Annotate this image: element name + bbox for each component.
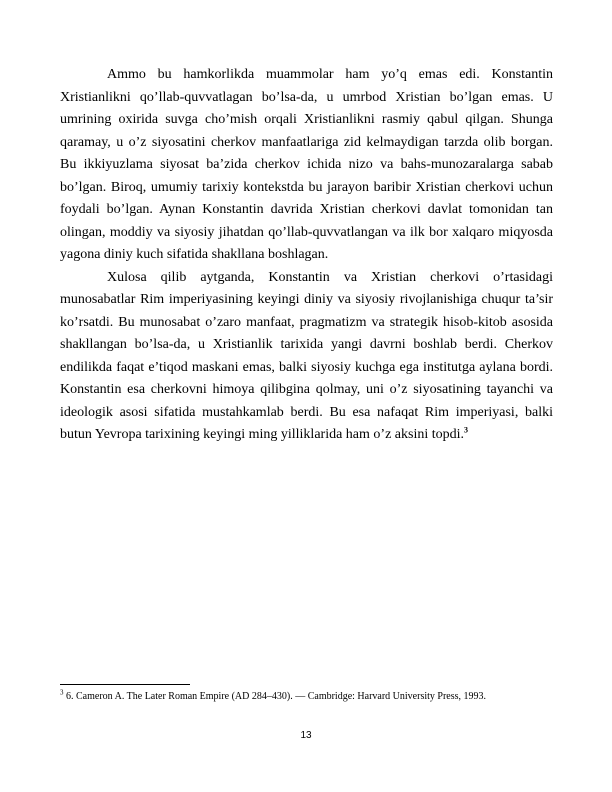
body-text xyxy=(60,64,553,447)
paragraph-text: Ammo bu hamkorlikda muammolar ham yo’q emas edi. Konstantin Xristianlikni qo’llab-quvvatlagan bo’lsa-da, u umrbod Xristian bo’lgan emas. U umrining oxirida suvga cho’mish orqali Xristianlikni rasmiy qabul qilgan. Shunga qaramay, u o’z siyosatini cherkov manfaatlariga zid kelmaydigan tarzda olib borgan. Bu ikkiyuzlama siyosat ba’zida cherkov ichida nizo va bahs-munozaralarga sabab bo’lgan. Biroq, umumiy tarixiy kontekstda bu jarayon baribir Xristian cherkovi uchun foydali bo’lgan. Aynan Konstantin davrida Xristian cherkovi davlat tomonidan tan olingan, moddiy va siyosiy jihatdan qo’llab-quvvatlangan va ilk bor xalqaro miqyosda yagona diniy kuch sifatida shakllana boshlagan. xyxy=(60,67,553,262)
footnote-number: 3 xyxy=(60,688,64,697)
footnote xyxy=(60,688,553,705)
paragraph xyxy=(60,64,553,267)
footnote-separator xyxy=(60,684,190,685)
page-number: 13 xyxy=(300,730,312,741)
footnote-reference[interactable]: 3 xyxy=(464,425,469,435)
paragraph-text: Xulosa qilib aytganda, Konstantin va Xristian cherkovi o’rtasidagi munosabatlar Rim imperiyasining keyingi diniy va siyosiy rivojlanishiga chuqur ta’sir ko’rsatdi. Bu munosabat o’zaro manfaat, pragmatizm va strategik hisob-kitob asosida shakllangan bo’lsa-da, u Xristianlik tarixida yangi davrni boshlab berdi. Cherkov endilikda faqat e’tiqod maskani emas, balki siyosiy kuchga ega institutga aylana bordi. Konstantin esa cherkovni himoya qilibgina qolmay, uni o’z siyosatining tayanchi va ideologik asosi sifatida mustahkamlab berdi. Bu esa nafaqat Rim imperiyasi, balki butun Yevropa tarixining keyingi ming yilliklarida ham o’z aksini topdi. xyxy=(60,269,553,442)
footnote-text: 6. Cameron A. The Later Roman Empire (AD 284–430). — Cambridge: Harvard University Press, 1993. xyxy=(63,691,487,702)
paragraph xyxy=(60,267,553,447)
